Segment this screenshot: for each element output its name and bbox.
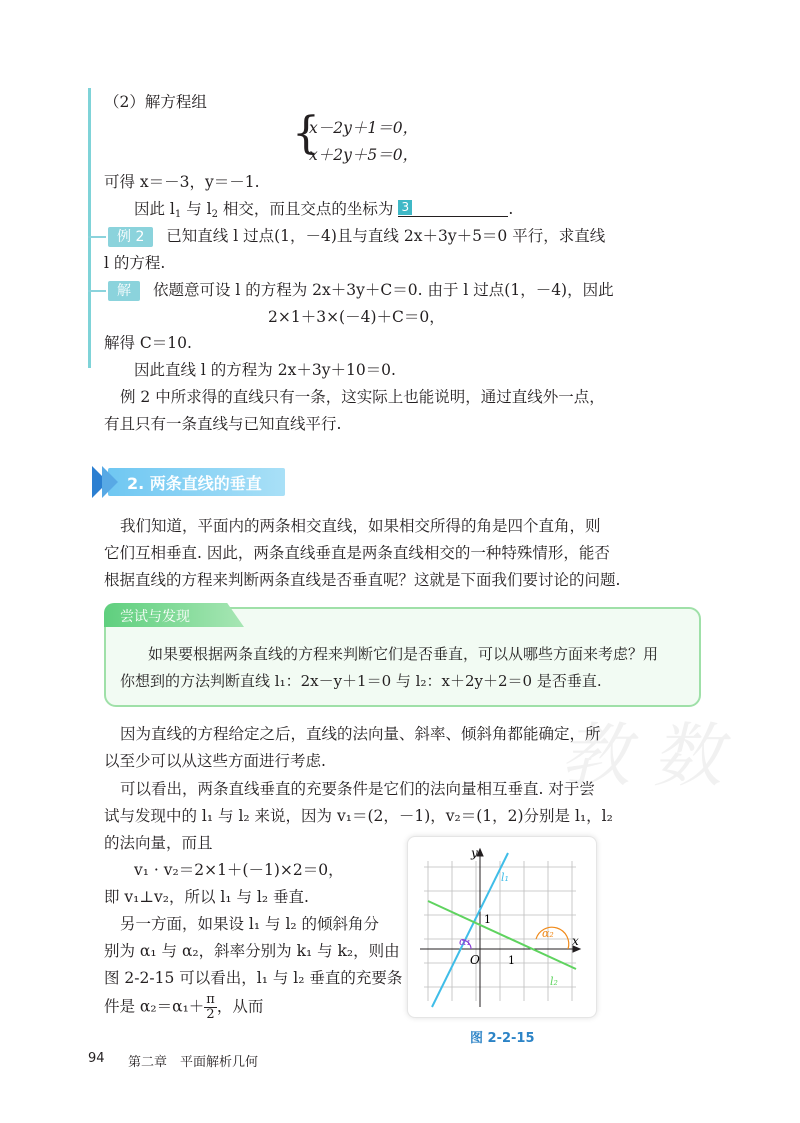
remark-line1: 例 2 中所求得的直线只有一条，这实际上也能说明，通过直线外一点， [120,388,605,406]
conclusion-mid: 与 l [181,200,212,218]
pi-over-two-fraction [204,993,217,1022]
figure-caption: 图 2-2-15 [470,1031,535,1046]
tag-line [88,236,106,238]
brace: { [292,108,320,159]
section-arrow-icon [102,466,118,498]
y-tick-1: 1 [484,913,491,926]
p2-line3: 的法向量，而且 [104,834,213,852]
solution-header [88,278,614,301]
example2-header [88,224,605,247]
a1-label: α₁ [459,935,471,948]
system-eq1: x－2y＋1＝0， [309,119,419,137]
intro-line3: 根据直线的方程来判断两条直线是否垂直呢？这就是下面我们要讨论的问题. [104,571,621,589]
p1-line2: 以至少可以从这些方面进行考虑. [104,752,326,770]
try-line1: 如果要根据两条直线的方程来判断它们是否垂直，可以从哪些方面来考虑？用 [148,645,659,663]
watermark: 教 数 [560,715,723,797]
dot-product-equation: v₁ · v₂＝2×1＋(－1)×2＝0， [134,861,344,879]
answer-blank[interactable] [398,200,508,217]
part2-label: （2）解方程组 [104,93,207,111]
conclusion-post: 相交，而且交点的坐标为 [217,200,394,218]
section-title: 2. 两条直线的垂直 [127,474,262,493]
l1-label: l₁ [501,871,509,884]
line-l1 [432,853,508,1007]
p2-line2: 试与发现中的 l₁ 与 l₂ 来说，因为 v₁＝(2，－1)，v₂＝(1，2)分别是 l₁，l₂ [104,807,613,825]
a2-label: α₂ [542,927,554,940]
p3-line4-pre: 件是 α₂＝α₁＋ [104,997,205,1016]
p3-line4 [104,993,263,1022]
p2-line1: 可以看出，两条直线垂直的充要条件是它们的法向量相互垂直. 对于尝 [120,780,595,798]
p3-line1: 另一方面，如果设 l₁ 与 l₂ 的倾斜角分 [120,915,380,933]
x-tick-1: 1 [508,954,515,967]
figure-2-2-15 [407,836,597,1018]
p3-line2: 别为 α₁ 与 α₂，斜率分别为 k₁ 与 k₂，则由 [104,942,400,960]
solution-line1: 依题意可设 l 的方程为 2x＋3y＋C＝0. 由于 l 过点(1，－4)，因此 [152,281,614,299]
perpendicular-line: 即 v₁⊥v₂，所以 l₁ 与 l₂ 垂直. [104,888,309,906]
solution-equation: 2×1＋3×(－4)＋C＝0， [268,308,445,326]
section-heading [92,466,285,498]
part2-result: 可得 x＝－3，y＝－1. [104,173,260,191]
answer-number: 3 [398,200,412,215]
l2-label: l₂ [550,975,558,988]
remark-line2: 有且只有一条直线与已知直线平行. [104,415,342,433]
solution-line3: 解得 C＝10. [104,334,192,352]
try-discover-title: 尝试与发现 [120,609,190,625]
fraction-denominator: 2 [206,1007,215,1022]
p3-line3: 图 2-2-15 可以看出，l₁ 与 l₂ 垂直的充要条 [104,969,403,987]
p3-line4-post: ，从而 [216,997,264,1016]
p1-line1: 因为直线的方程给定之后，直线的法向量、斜率、倾斜角都能确定，所 [120,725,601,743]
y-axis-label: y [471,846,478,860]
solution-tag: 解 [108,281,140,301]
solution-line4: 因此直线 l 的方程为 2x＋3y＋10＝0. [134,361,396,379]
chapter-title: 第二章 平面解析几何 [128,1055,259,1070]
intro-line2: 它们互相垂直. 因此，两条直线垂直是两条直线相交的一种特殊情形，能否 [104,544,610,562]
origin-label: O [470,953,480,967]
conclusion-period: . [508,200,514,218]
page-number: 94 [88,1051,105,1066]
intro-line1: 我们知道，平面内的两条相交直线，如果相交所得的角是四个直角，则 [120,517,601,535]
try-line2: 你想到的方法判断直线 l₁：2x－y＋1＝0 与 l₂：x＋2y＋2＝0 是否垂直. [120,672,602,690]
x-axis-label: x [572,934,579,948]
example2-tag: 例 2 [108,227,153,247]
fraction-numerator: π [206,992,215,1007]
coordinate-plot [408,837,596,1017]
example2-line1: 已知直线 l 过点(1，－4)且与直线 2x＋3y＋5＝0 平行，求直线 [166,227,606,245]
system-eq2: x＋2y＋5＝0， [309,146,419,164]
conclusion-pre: 因此 l [134,200,175,218]
part2-conclusion: 因此 $l_1$ 与 $l_2$ 相交，而且交点的坐标为 3 . [134,200,514,220]
tag-line [88,290,106,292]
example2-line2: l 的方程. [104,254,166,272]
